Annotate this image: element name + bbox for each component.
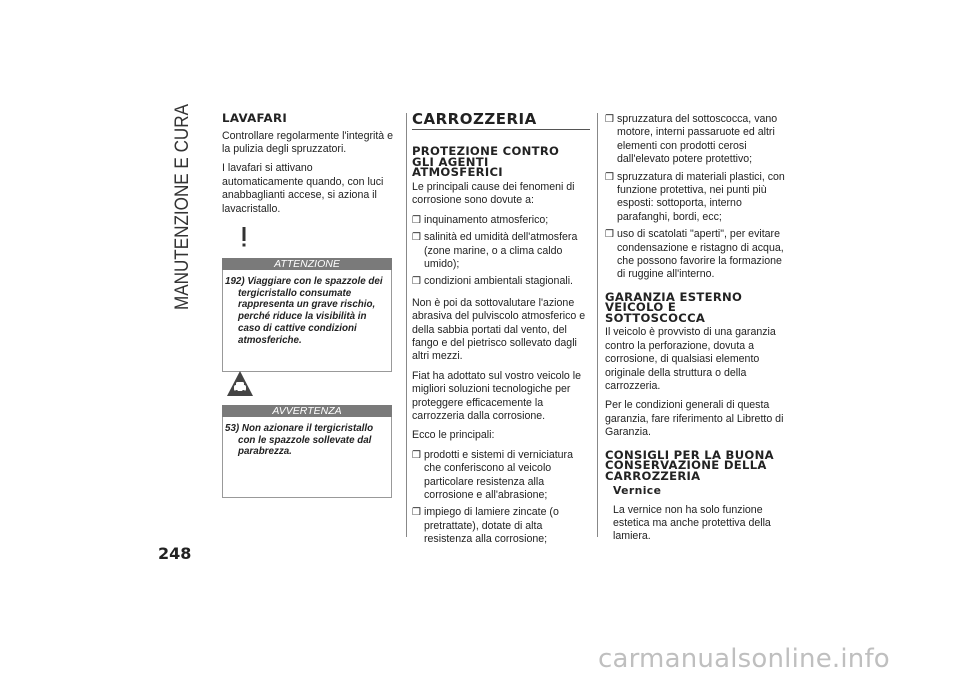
warning-triangle-icon <box>226 217 262 253</box>
list-item: ❒ inquinamento atmosferico; <box>412 213 549 226</box>
bullet-icon: ❒ <box>605 114 614 125</box>
paragraph: Per le condizioni generali di questa garanzia, fare riferimento al Libretto di Garanzia. <box>605 399 784 439</box>
paragraph: Ecco le principali: <box>412 429 495 442</box>
column-1 <box>222 113 394 222</box>
title-underline <box>412 129 590 130</box>
warning-box <box>222 258 392 372</box>
heading-consigli: CONSIGLI PER LA BUONA CONSERVAZIONE DELLA CARROZZERIA <box>605 447 774 483</box>
side-chapter-title <box>160 100 200 310</box>
caution-body <box>222 417 392 498</box>
paragraph: Il veicolo è provvisto di una garanzia contro la perforazione, dovuta a corrosione, di qualsiasi elemento originale della struttura o della carrozzeria. <box>605 326 776 392</box>
warning-title: ATTENZIONE <box>222 258 392 270</box>
bullet-icon: ❒ <box>412 276 421 288</box>
paragraph: La vernice non ha solo funzione estetica ma anche protettiva della lamiera. <box>613 503 771 543</box>
column-divider <box>406 113 407 537</box>
list-item: ❒ spruzzatura di materiali plastici, con funzione protettiva, nei punti più esposti: sottoporta, interno parafanghi, bordi, ecc; <box>605 170 785 223</box>
heading-lavafari: LAVAFARI <box>222 111 288 125</box>
car-caution-icon <box>226 370 254 398</box>
column-divider <box>597 113 598 537</box>
bullet-list <box>412 214 590 289</box>
warning-body <box>222 270 392 372</box>
list-item: ❒ condizioni ambientali stagionali. <box>412 275 573 288</box>
bullet-icon: ❒ <box>605 229 614 241</box>
list-item: ❒ impiego di lamiere zincate (o pretrattate), dotate di alta resistenza alla corrosione; <box>412 506 559 546</box>
page-number: 248 <box>158 544 192 563</box>
bullet-list <box>412 449 590 547</box>
paragraph: Controllare regolarmente l'integrità e la pulizia degli spruzzatori. <box>222 129 394 155</box>
list-item: ❒ salinità ed umidità dell'atmosfera (zone marine, o a clima caldo umido); <box>412 231 578 270</box>
column-2 <box>412 110 590 551</box>
paragraph: I lavafari si attivano automaticamente quando, con luci anabbaglianti accese, si aziona il lavacristallo. <box>222 162 384 215</box>
caution-text: 53) Non azionare il tergicristallo con le spazzole sollevate dal parabrezza. <box>225 423 374 458</box>
caution-box <box>222 405 392 498</box>
heading-garanzia: GARANZIA ESTERNO VEICOLO E SOTTOSCOCCA <box>605 289 743 325</box>
bullet-icon: ❒ <box>605 171 614 183</box>
caution-title: AVVERTENZA <box>222 405 392 417</box>
subheading-vernice: Vernice <box>613 484 662 498</box>
bullet-list <box>605 113 785 282</box>
paragraph: Non è poi da sottovalutare l'azione abrasiva del pulviscolo atmosferico e della sabbia portati dal vento, del fango e del pietrisco sollevato dagli altri mezzi. <box>412 296 586 363</box>
paragraph: Fiat ha adottato sul vostro veicolo le migliori soluzioni tecnologiche per proteggere efficacemente la carrozzeria dalla corrosione. <box>412 369 582 422</box>
paragraph: Le principali cause dei fenomeni di corrosione sono dovute a: <box>412 180 575 207</box>
heading-protezione: PROTEZIONE CONTRO GLI AGENTI ATMOSFERICI <box>412 144 560 180</box>
warning-text: 192) Viaggiare con le spazzole dei tergicristallo consumate rappresenta un grave rischio, perché riduce la visibilità in caso di cattive condizioni atmosferiche. <box>225 276 383 346</box>
side-chapter-title-text: MANUTENZIONE E CURA <box>171 100 193 310</box>
section-title-carrozzeria: CARROZZERIA <box>412 110 537 128</box>
bullet-icon: ❒ <box>412 232 421 244</box>
watermark-text: carmanualsonline.info <box>598 644 890 674</box>
bullet-icon: ❒ <box>412 449 421 461</box>
list-item: ❒ prodotti e sistemi di verniciatura che conferiscono al veicolo particolare resistenza alla corrosione e all'abrasione; <box>412 448 573 502</box>
column-3 <box>605 113 785 550</box>
list-item: ❒ spruzzatura del sottoscocca, vano motore, interni passaruote ed altri elementi con prodotti cerosi dall'elevato potere protettivo; <box>605 113 778 166</box>
bullet-icon: ❒ <box>412 214 421 226</box>
bullet-icon: ❒ <box>412 507 421 519</box>
list-item: ❒ uso di scatolati "aperti", per evitare condensazione e ristagno di acqua, che possono favorire la formazione di ruggine all'interno. <box>605 228 784 281</box>
